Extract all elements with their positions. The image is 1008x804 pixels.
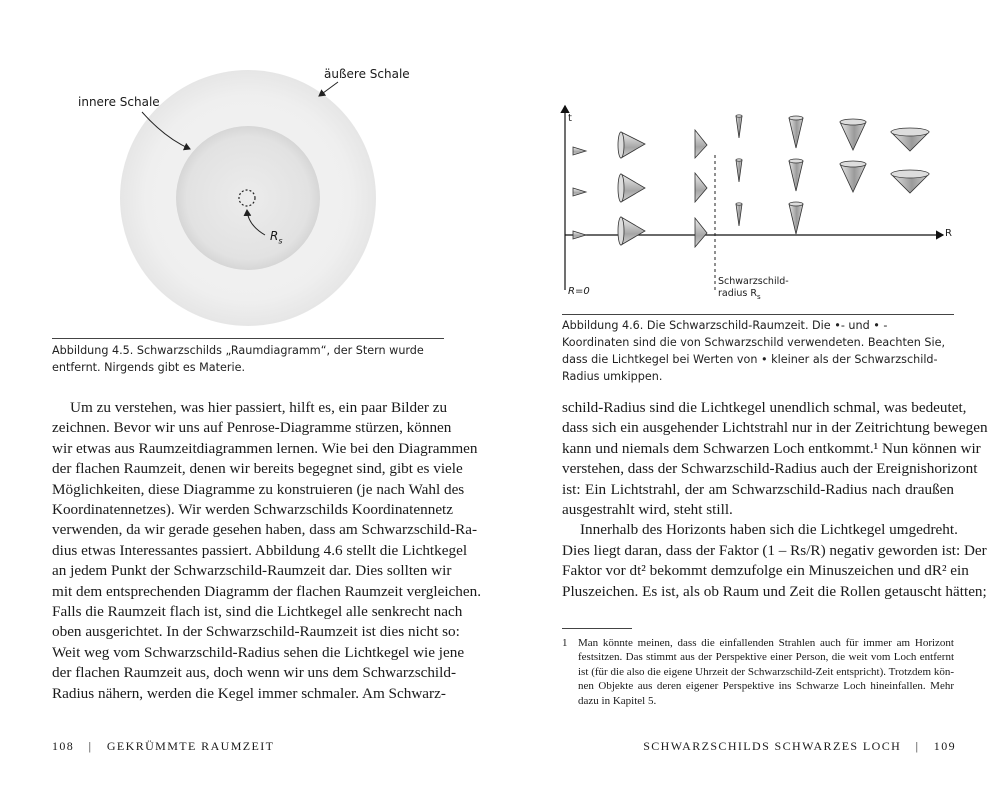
footnote-line: dazu in Kapitel 5. [578,694,657,707]
footer-separator: | [88,739,93,753]
footnote-number: 1 [562,637,568,649]
r0-label: R=0 [568,286,590,297]
outer-light-cones [736,115,929,234]
text-line: Koordinatennetzes). Wir werden Schwarzschilds Koordinatennetz [52,501,454,519]
caption-rule-left [52,338,444,339]
footnote-line: nen Objekte aus deren eigener Perspektive ins Schwarze Loch hineinfallen. Mehr [578,680,954,693]
horizon-label-text: radius R [718,288,757,299]
footnote [562,636,954,708]
right-body-text [562,398,988,602]
text-line: Weit weg vom Schwarzschild-Radius sehen die Lichtkegel wie jene [52,643,465,661]
text-line: Möglichkeiten, diese Diagramme zu konstruieren (je nach Wahl des [52,480,465,498]
text-line: der flachen Raumzeit, denen wir bereits begegnet sind, gibt es viele [52,460,463,478]
text-line: schild-Radius sind die Lichtkegel unendlich schmal, was bedeutet, [562,399,967,416]
footnote-line: festsitzen. Das stimmt aus der Perspektive einer Person, die weit vom Loch entfernt [578,651,954,664]
text-line: zeichnen. Bevor wir uns auf Penrose-Diagramme stürzen, können [52,419,452,437]
text-line: wir etwas aus Raumzeitdiagrammen lernen. Wie bei den Diagrammen [52,439,478,457]
text-line: dius etwas Interessantes passiert. Abbildung 4.6 stellt die Lichtkegel [52,541,468,559]
footnote-line: ist (für die also die eigene Uhrzeit der Schwarzschild-Zeit entspricht). Trotzdem kön- [578,665,954,678]
rs-label-sub: s [278,236,283,246]
horizon-label [718,276,789,303]
horizon-label-line2 [718,288,789,303]
left-body-text [52,398,482,704]
text-line: an jedem Punkt der Schwarzschild-Raumzeit dar. Dies sollten wir [52,562,452,580]
t-axis-label: t [568,113,572,124]
text-line: kann und niemals dem Schwarzen Loch entkommt.¹ Nun können wir [562,439,981,457]
text-line: ausgestrahlt wird, steht still. [562,501,733,519]
footer-separator: | [915,739,920,753]
text-line: Innerhalb des Horizonts haben sich die Lichtkegel umgedreht. [580,521,958,539]
text-line: Falls die Raumzeit flach ist, sind die Lichtkegel alle senkrecht nach [52,603,463,621]
footnote-line: Man könnte meinen, dass die einfallenden Strahlen auch für immer am Horizont [578,637,954,649]
right-footer [643,739,956,754]
r-axis-label: R [945,228,952,239]
outer-shell-label: äußere Schale [324,67,410,81]
rs-label [270,229,283,245]
footnote-rule [562,628,632,629]
text-line: der flachen Raumzeit aus, doch wenn wir uns dem Schwarzschild- [52,664,457,682]
page-number: 109 [933,739,956,753]
text-line: Dies liegt daran, dass der Faktor (1 – Rs/R) negativ geworden ist: Der [562,541,987,559]
text-line: Um zu verstehen, was hier passiert, hilft es, ein paar Bilder zu [70,399,448,416]
caption-rule-right [562,314,954,315]
rs-label-main: R [270,229,279,243]
footnote-text [578,636,954,708]
left-footer [52,739,274,754]
text-line: dass sich ein ausgehender Lichtstrahl nur in der Zeitrichtung bewegen [562,419,988,437]
inner-shell [176,126,320,270]
text-line: ist: Ein Lichtstrahl, der am Schwarzschild-Radius nach draußen [562,480,954,498]
text-line: Radius nähern, werden die Kegel immer schmaler. Am Schwarz- [52,684,446,702]
text-line: verwenden, da wir gerade gesehen haben, dass am Schwarzschild-Ra- [52,521,478,539]
text-line: Pluszeichen. Es ist, als ob Raum und Zeit die Rollen getauscht hätten; [562,582,987,600]
horizon-label-line1: Schwarzschild- [718,276,789,287]
text-line: oben ausgerichtet. In der Schwarzschild-Raumzeit ist dies nicht so: [52,623,460,641]
horizon-label-sub: s [757,292,761,301]
inner-shell-label: innere Schale [78,95,160,109]
figure-4-6-caption: Abbildung 4.6. Die Schwarzschild-Raumzeit. Die •- und • -Koordinaten sind die von Schwarzschild verwendeten. Beachten Sie, dass die Lichtkegel bei Werten von • kleiner als der Schwarzschild-Radius umkippen. [562,319,946,383]
figure-4-5-caption: Abbildung 4.5. Schwarzschilds „Raumdiagramm“, der Stern wurde entfernt. Nirgends gibt es Materie. [52,344,424,374]
text-line: Faktor vor dt² bekommt demzufolge ein Minuszeichen und dR² ein [562,562,969,580]
text-line: verstehen, dass der Schwarzschild-Radius auch der Ereignishorizont [562,460,978,478]
outer-shell-arrow [319,82,338,96]
inner-light-cones [573,130,707,247]
page-number: 108 [52,739,75,753]
running-head: SCHWARZSCHILDS SCHWARZES LOCH [643,739,902,753]
text-line: mit dem entsprechenden Diagramm der flachen Raumzeit vergleichen. [52,582,482,600]
running-head: GEKRÜMMTE RAUMZEIT [106,739,275,753]
